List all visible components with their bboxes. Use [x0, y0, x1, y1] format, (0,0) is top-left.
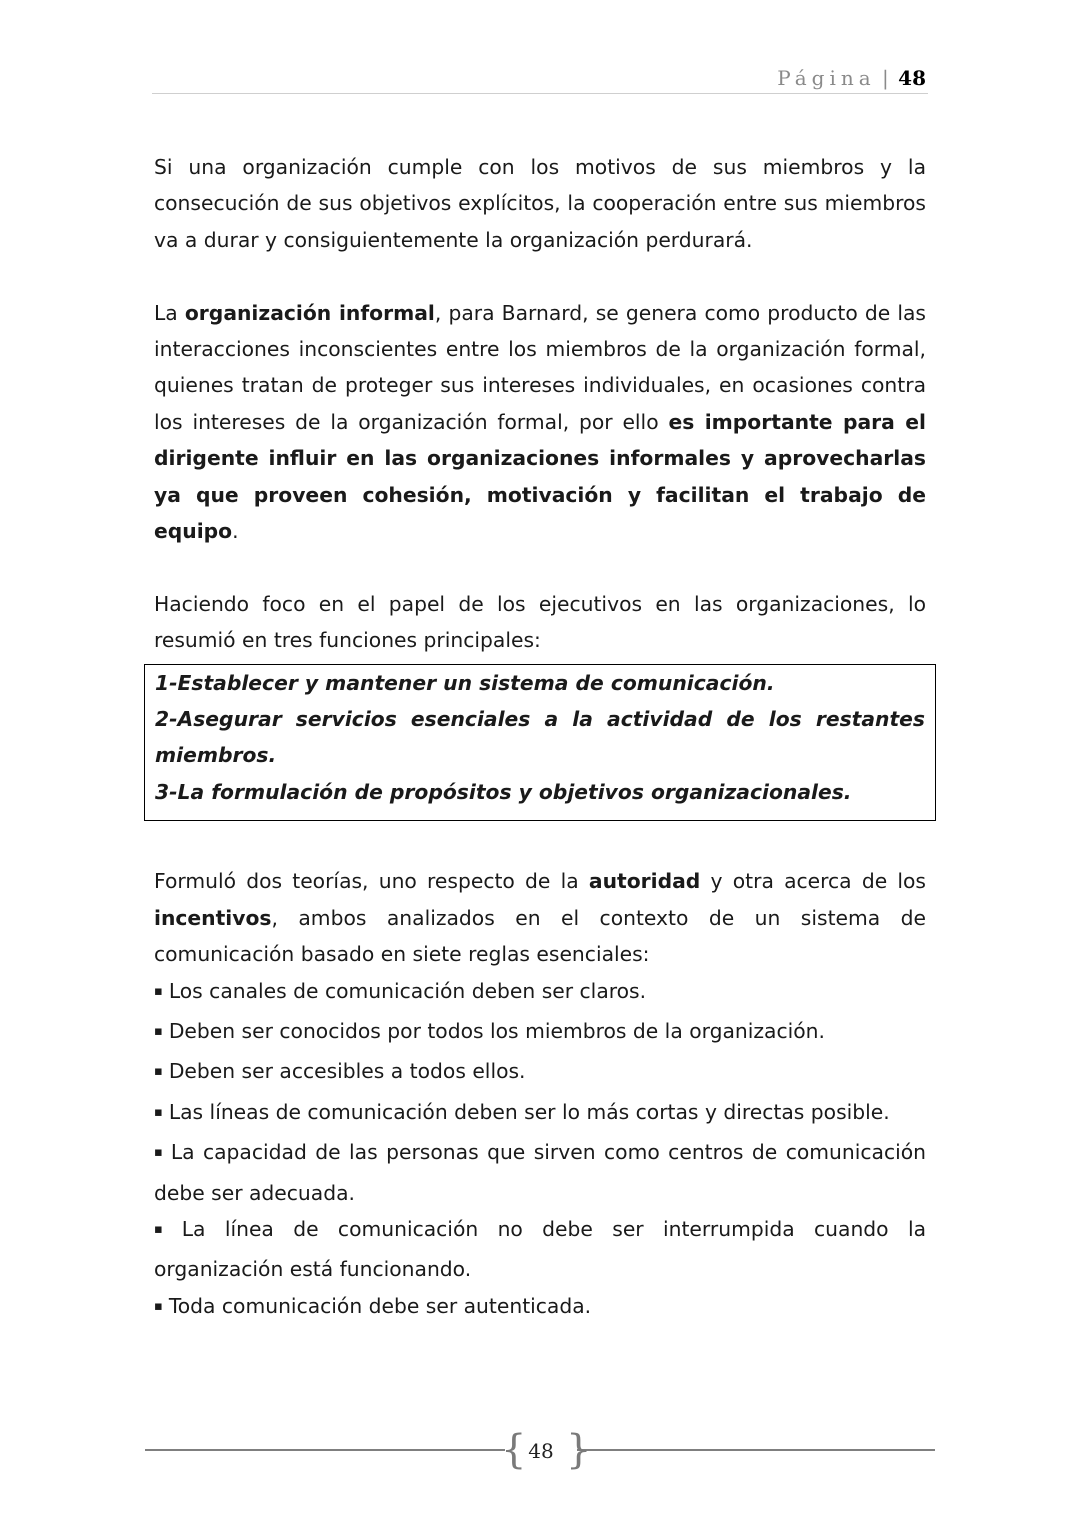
paragraph-spacer — [154, 258, 926, 294]
square-bullet-icon: ▪ — [154, 1221, 176, 1237]
list-item-text: Deben ser accesibles a todos ellos. — [168, 1059, 526, 1084]
square-bullet-icon: ▪ — [154, 1145, 165, 1161]
list-item — [154, 1134, 926, 1211]
list-item — [154, 1013, 926, 1053]
square-bullet-icon: ▪ — [154, 1023, 163, 1039]
paragraph-text: , para Barnard, se genera como producto de las interacciones inconscientes entre los miembros de la organización formal, quienes tratan de proteger sus intereses individuales, en ocasiones contra los intereses de la organización formal, por ello — [154, 300, 926, 434]
list-item — [154, 1053, 926, 1093]
square-bullet-icon: ▪ — [154, 1298, 163, 1314]
list-item — [154, 973, 926, 1013]
page-body — [154, 149, 926, 1328]
paragraph-text: . — [232, 519, 239, 544]
list-item — [154, 1288, 926, 1328]
paragraph-theories — [154, 863, 926, 972]
page-header — [152, 60, 928, 94]
bold-term-informal-organization: organización informal — [184, 300, 435, 325]
square-bullet-icon: ▪ — [154, 1104, 163, 1120]
list-item — [154, 1211, 926, 1288]
header-page-number: 48 — [898, 66, 926, 90]
footer-open-brace-icon: { — [501, 1427, 527, 1473]
header-page-label — [777, 66, 926, 90]
list-item-text: Los canales de comunicación deben ser claros. — [168, 978, 647, 1003]
header-separator: | — [882, 66, 889, 90]
page-footer — [145, 1428, 935, 1474]
footer-rule-left — [145, 1449, 505, 1451]
paragraph-spacer — [154, 821, 926, 863]
bold-term-incentives: incentivos — [154, 905, 272, 930]
footer-close-brace-icon: } — [566, 1427, 592, 1473]
footer-rule-right — [577, 1449, 935, 1451]
square-bullet-icon: ▪ — [154, 983, 163, 999]
paragraph-spacer — [154, 549, 926, 585]
list-item-text: Deben ser conocidos por todos los miembros de la organización. — [168, 1018, 825, 1043]
paragraph-text: Formuló dos teorías, uno respecto de la — [154, 869, 589, 894]
paragraph-text: La — [154, 300, 185, 325]
list-item-text: Las líneas de comunicación deben ser lo más cortas y directas posible. — [168, 1099, 890, 1124]
list-item-text: La línea de comunicación no debe ser interrumpida cuando la organización está funcionando. — [154, 1216, 927, 1282]
bold-term-authority: autoridad — [588, 869, 701, 894]
list-item — [154, 1094, 926, 1134]
function-item: 3-La formulación de propósitos y objetivos organizacionales. — [155, 779, 852, 804]
paragraph-executives: Haciendo foco en el papel de los ejecutivos en las organizaciones, lo resumió en tres funciones principales: — [154, 591, 926, 653]
square-bullet-icon: ▪ — [154, 1064, 163, 1080]
paragraph-informal-organization — [154, 295, 926, 550]
header-label-text: Página — [777, 66, 876, 90]
list-item-text: La capacidad de las personas que sirven como centros de comunicación debe ser adecuada. — [154, 1140, 927, 1205]
list-item-text: Toda comunicación debe ser autenticada. — [168, 1293, 592, 1318]
function-item: 1-Establecer y mantener un sistema de comunicación. — [155, 670, 775, 695]
footer-page-number: 48 — [528, 1439, 554, 1463]
bold-emphasis-leader: es importante para el dirigente influir en las organizaciones informales y aprovecharlas ya que proveen cohesión, motivación y facilitan el trabajo de equipo — [154, 409, 926, 544]
function-item: 2-Asegurar servicios esenciales a la actividad de los restantes miembros. — [155, 707, 925, 768]
paragraph-cooperation: Si una organización cumple con los motivos de sus miembros y la consecución de sus objetivos explícitos, la cooperación entre sus miembros va a durar y consiguientemente la organización perdurará. — [154, 155, 926, 252]
communication-rules-list — [154, 973, 926, 1329]
functions-box — [144, 664, 936, 822]
paragraph-text: y otra acerca de los — [700, 869, 926, 894]
paragraph-text: , ambos analizados en el contexto de un sistema de comunicación basado en siete reglas esenciales: — [154, 905, 926, 967]
